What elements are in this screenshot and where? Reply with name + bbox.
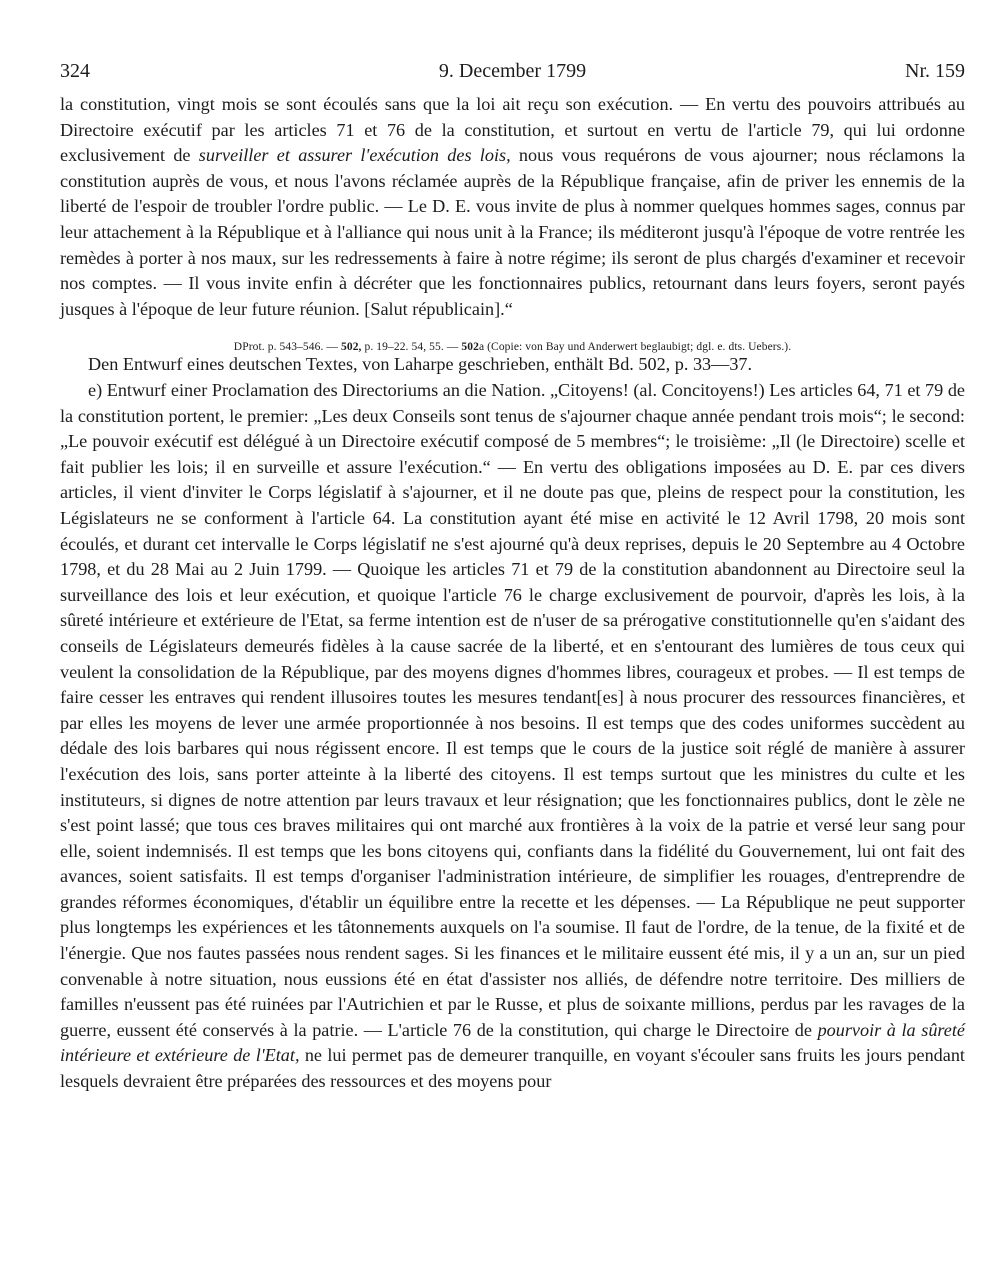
paragraph-2-text-b: ne lui permet pas de demeurer tranquille, en voyant s'écouler sans fruits les jours pendant lesquels devraient être préparées des ressources et des moyens pour <box>60 1045 965 1092</box>
running-header <box>60 56 965 86</box>
source-part-2: p. 19–22. 54, 55. — <box>361 341 462 353</box>
paragraph-2-italic: pourvoir à la sûreté intérieure et extérieure de l'Etat, <box>60 1019 966 1066</box>
paragraph-1-italic: surveiller et assurer l'exécution des lois, <box>198 145 511 166</box>
page-number: 324 <box>60 60 90 82</box>
paragraph-1-text-b: nous vous requérons de vous ajourner; nous réclamons la constitution auprès de vous, et nous l'avons réclamée auprès de la République française, afin de priver les ennemis de la liberté de l'espoir de troubler l'ordre public. — Le D. E. vous invite de plus à nommer quelques hommes sages, connus par leur attachement à la République et à l'alliance qui nous unit à la France; ils méditeront jusqu'à l'époque de votre rentrée les remèdes à porter à nos maux, sur les redressements à faire à notre régime; ils seront de plus chargés d'examiner et recevoir nos comptes. — Il vous invite enfin à décréter que les fonctionnaires publics, retournant dans leurs foyers, seront payés jusques à l'époque de leur future réunion. [Salut républicain].“ <box>60 145 966 319</box>
source-part-1: DProt. p. 543–546. — <box>233 341 341 353</box>
paragraph-1-text-a: la constitution, vingt mois se sont écoulés sans que la loi ait reçu son exécution. — En vertu des pouvoirs attribués au Directoire exécutif par les articles 71 et 76 de la constitution, et surtout en vertu de l'article 79, qui lui ordonne exclusivement de <box>60 94 965 166</box>
paragraph-continuation <box>60 92 965 322</box>
paragraph-1 <box>60 92 965 322</box>
source-volume-2: 502 <box>461 341 479 353</box>
paragraph-2-text-a: e) Entwurf einer Proclamation des Directoriums an die Nation. „Citoyens! (al. Concitoyens!) Les articles 64, 71 et 79 de la constitution portent, le premier: „Les deux Conseils sont tenus de s'ajourner chaque année pendant trois mois“; le second: „Le pouvoir exécutif est délégué à un Directoire exécutif composé de 5 membres“; le troisième: „Il (le Directoire) scelle et fait publier les lois; il en surveille et assure l'exécution.“ — En vertu des obligations imposées au D. E. par ces divers articles, il vient d'inviter le Corps législatif à s'ajourner, et il ne doute pas que, pleins de respect pour la constitution, les Législateurs ne se conforment à l'article 64. La constitution ayant été mise en activité le 12 Avril 1798, 20 mois sont écoulés, et durant cet intervalle le Corps législatif ne s'est ajourné qu'à deux reprises, depuis le 20 Septembre au 4 Octobre 1798, et du 28 Mai au 2 Juin 1799. — Quoique les articles 71 et 79 de la constitution abandonnent au Directoire seul la surveillance des lois et leur exécution, et quoique l'article 76 le charge exclusivement de pourvoir, d'après les lois, à la sûreté intérieure et extérieure de l'Etat, sa ferme intention est de n'user de sa prérogative constitutionnelle qu'en s'aidant des conseils de Législateurs demeurés fidèles à la cause sacrée de la liberté, et en s'entourant des lumières de tous ceux qui veulent la consolidation de la République, par des moyens dignes d'hommes libres, courageux et probes. — Il est temps de faire cesser les entraves qui rendent illusoires toutes les mesures tendant[es] à nous procurer des ressources financières, et par elles les moyens de lever une armée proportionnée à nos besoins. Il est temps que des codes uniformes succèdent au dédale des lois barbares qui nous régissent encore. Il est temps que le cours de la justice soit réglé de manière à assurer l'exécution des lois, sans porter atteinte à la liberté des citoyens. Il est temps surtout que les ministres du culte et les instituteurs, si dignes de notre attention par leurs travaux et leur résignation; que les fonctionnaires publics, dont le zèle ne s'est point lassé; que tous ces braves militaires qui ont marché aux frontières à la voix de la patrie et versé leur sang pour elle, soient indemnisés. Il est temps que les bons citoyens qui, confiants dans la fidélité du Gouvernement, lui ont fait des avances, soient satisfaits. Il est temps d'organiser l'administration intérieure, de simplifier les rouages, d'entreprendre de grandes réformes économiques, d'établir un équilibre entre la recette et les dépenses. — La République ne peut supporter plus longtemps les expériences et les tâtonnements auxquels on l'a soumise. Il faut de l'ordre, de la tenue, de la fixité et de l'énergie. Que nos fautes passées nous rendent sages. Si les finances et le militaire eussent été mis, il y a un an, sur un pied convenable à notre situation, nous eussions été en état d'assister nos alliés, de défendre notre territoire. Des milliers de familles n'eussent pas été ruinées par l'Autrichien et par le Russe, et plus de soixante millions, perdus par les ravages de la guerre, eussent été conservés à la patrie. — L'article 76 de la constitution, qui charge le Directoire de <box>60 380 965 1040</box>
source-part-3: a (Copie: von Bay und Anderwert beglaubigt; dgl. e. dts. Uebers.). <box>478 341 792 353</box>
paragraph-2 <box>60 378 965 1095</box>
editorial-note: Den Entwurf eines deutschen Textes, von Laharpe geschrieben, enthält Bd. 502, p. 33—37. <box>88 354 753 374</box>
paragraph-proclamation <box>60 378 965 1095</box>
document-number: Nr. 159 <box>905 60 965 82</box>
header-date: 9. December 1799 <box>438 60 587 82</box>
source-volume-1: 502, <box>341 341 362 353</box>
